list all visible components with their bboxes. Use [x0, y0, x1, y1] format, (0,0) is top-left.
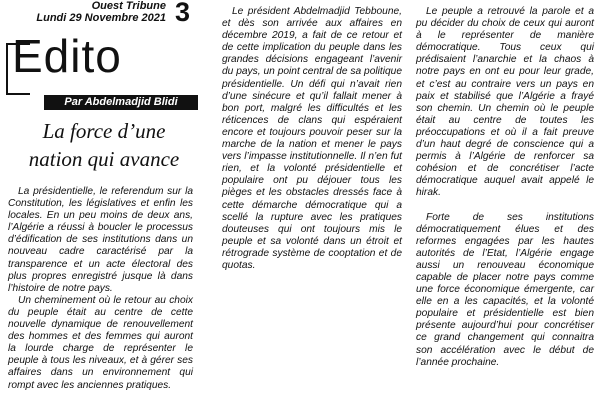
headline-line-1: La force d’une — [42, 119, 166, 143]
paragraph: Forte de ses institutions démocratiquement élues et des reformes engagées par les hautes autorités de l’Etat, l’Algérie engage aussi un renouveau économique capable de placer notre pays comme une force économique émergente, car elle en a les capacités, et la volonté populaire et présidentielle est bien présente aujourd’hui pour concrétiser ce grand changement qui connaitra son accélération avec le début de l’année prochaine. — [416, 211, 594, 368]
masthead — [0, 0, 196, 30]
issue-date: Lundi 29 Novembre 2021 — [36, 12, 166, 24]
column-3 — [416, 6, 594, 369]
paragraph: Le peuple a retrouvé la parole et a pu décider du choix de ceux qui auront à le représenter de manière démocratique. Tous ceux qui prédisaient l’anarchie et la chaos à notre pays en ont eu pour leur grade, et c’est au contraire vers un pays en paix et stabilisé que l’Algérie a frayé son chemin. Un chemin où le peuple était au centre de toutes les préoccupations et où il a fait preuve d’un haut degré de conscience qui a permis à l’Algérie de renforcer sa cohésion et de concrétiser l’acte démocratique auquel avait appelé le hirak. — [416, 6, 594, 199]
paragraph: Un cheminement où le retour au choix du peuple était au centre de cette nouvelle dynamique de renouvellement des hommes et des femmes qui auront la lourde charge de représenter le peuple à tous les niveaux, et à gérer ses affaires dans un environnement qui rompt avec les anciennes pratiques. — [8, 294, 193, 391]
paragraph: Le président Abdelmadjid Tebboune, et dès son arrivée aux affaires en décembre 2019, a fait de ce retour et de cette implication du peuple dans les grandes décisions engageant l’avenir du pays, un point central de sa politique présidentielle. Un défi qui n’avait rien d’une sinécure et qu’il fallait mener à bon port, malgré les difficultés et les réticences de clans qui espéraient encore et toujours pouvoir peser sur la marche de la nation et mener le pays vers l’impasse institutionnelle. Il n’en fut rien, et la volonté présidentielle et populaire ont pu déjouer tous les pièges et les obstacles dressés face à cette démarche démocratique qui a scellé la rupture avec les pratiques douteuses qui ont toujours mis le peuple et sa volonté dans un étroit et rétrograde système de cooptation et de quotas. — [222, 6, 402, 271]
headline-line-2: nation qui avance — [28, 147, 180, 171]
author-byline: Par Abdelmadjid Blidi — [44, 95, 198, 110]
column-1 — [8, 186, 193, 392]
column-2 — [222, 6, 402, 272]
article-headline — [16, 117, 192, 173]
paragraph: La présidentielle, le referendum sur la Constitution, les législatives et enfin les locales. En un peu moins de deux ans, l’Algérie a réussi à boucler le processus d’édification de ses institutions dans un nouveau cadre caractérisé par la transparence et un acte électoral des plus propres enregistré jusque là dans l’histoire de notre pays. — [8, 186, 193, 294]
logo-word: Edito — [12, 30, 122, 82]
page-number: 3 — [174, 0, 190, 27]
newspaper-name: Ouest Tribune — [91, 0, 166, 12]
edito-logo — [4, 30, 196, 115]
